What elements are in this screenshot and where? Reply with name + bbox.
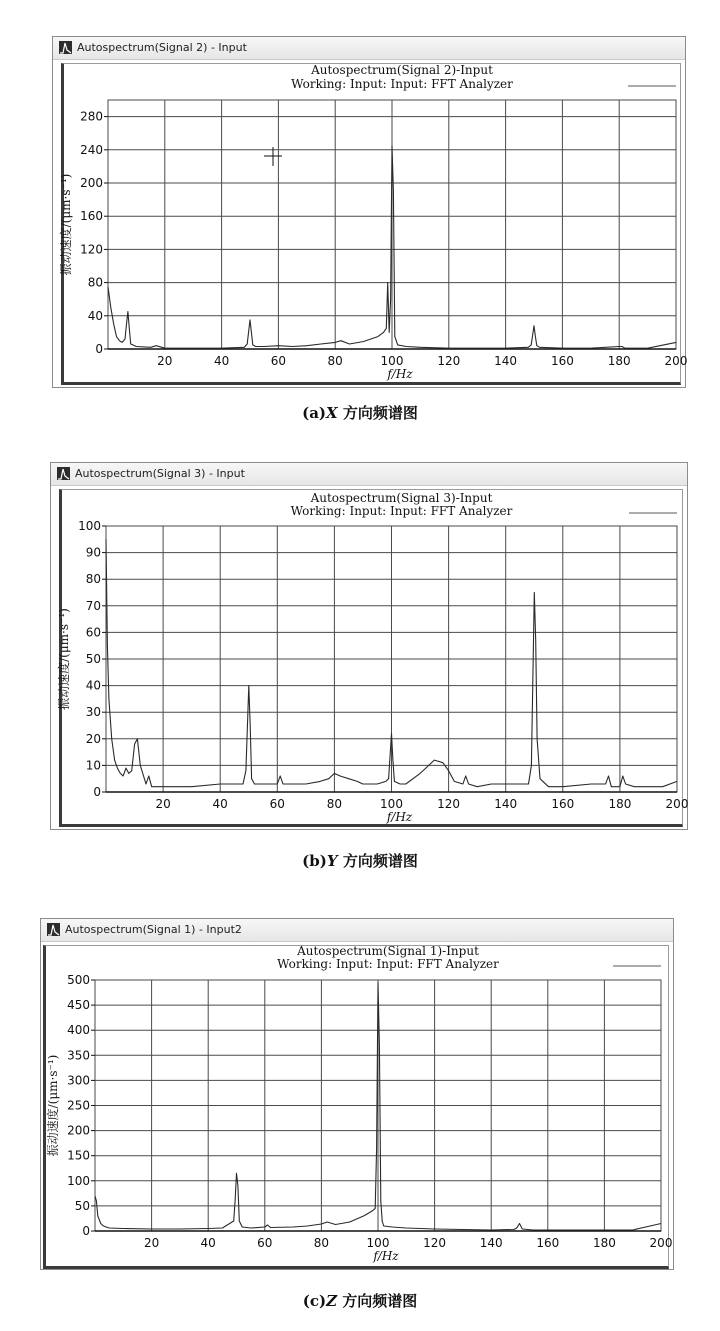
y-axis-label: 振动速度/(μm·s⁻¹) <box>59 173 73 276</box>
x-tick-label: 180 <box>608 797 632 811</box>
caption-z <box>0 1290 720 1311</box>
x-tick-label: 100 <box>366 1236 390 1250</box>
x-tick-label: 160 <box>551 797 575 811</box>
window-title: Autospectrum(Signal 1) - Input2 <box>65 923 242 936</box>
y-axis-label: 振动速度/(μm·s⁻¹) <box>46 1054 60 1157</box>
window-title: Autospectrum(Signal 3) - Input <box>75 467 245 480</box>
caption-x <box>0 402 720 423</box>
chart-title: Autospectrum(Signal 1)-Input <box>297 944 479 958</box>
y-tick-label: 450 <box>67 998 90 1013</box>
y-tick-label: 200 <box>67 1123 90 1138</box>
y-tick-label: 70 <box>85 598 101 613</box>
caption-text: 方向频谱图 <box>342 1292 418 1310</box>
x-tick-label: 100 <box>380 797 403 811</box>
y-tick-label: 0 <box>82 1224 90 1238</box>
caption-text: 方向频谱图 <box>342 852 418 870</box>
y-tick-label: 60 <box>85 625 101 640</box>
y-tick-label: 50 <box>74 1198 90 1213</box>
y-tick-label: 200 <box>80 176 103 190</box>
y-tick-label: 400 <box>67 1023 90 1038</box>
x-tick-label: 60 <box>257 1236 273 1250</box>
y-tick-label: 250 <box>67 1098 90 1113</box>
x-tick-label: 80 <box>327 354 343 368</box>
caption-text: 方向频谱图 <box>342 404 418 422</box>
x-tick-label: 20 <box>143 1236 160 1250</box>
caption-var: X <box>326 404 338 422</box>
y-tick-label: 150 <box>67 1148 90 1163</box>
spectrum-chart-z <box>0 900 720 1300</box>
y-axis-label: 振动速度/(μm·s⁻¹) <box>57 608 71 710</box>
caption-label: (c) <box>302 1292 327 1310</box>
x-tick-label: 160 <box>536 1236 560 1250</box>
chart-subtitle: Working: Input: Input: FFT Analyzer <box>291 77 513 91</box>
x-tick-label: 20 <box>157 354 173 368</box>
chart-subtitle: Working: Input: Input: FFT Analyzer <box>290 504 513 518</box>
x-tick-label: 180 <box>607 354 631 368</box>
x-axis-label: f/Hz <box>373 1249 399 1263</box>
window-title: Autospectrum(Signal 2) - Input <box>77 41 247 54</box>
caption-var: Y <box>326 852 338 870</box>
y-tick-label: 80 <box>87 275 103 290</box>
y-tick-label: 120 <box>80 242 103 257</box>
chart-title: Autospectrum(Signal 3)-Input <box>310 491 493 505</box>
x-tick-label: 180 <box>592 1236 616 1250</box>
caption-var: Z <box>326 1292 338 1310</box>
caption-label: (b) <box>302 852 327 870</box>
x-tick-label: 60 <box>270 354 287 368</box>
caption-label: (a) <box>302 404 327 422</box>
x-tick-label: 140 <box>494 354 518 368</box>
y-tick-label: 20 <box>85 731 101 746</box>
y-tick-label: 90 <box>85 545 101 560</box>
y-tick-label: 40 <box>85 678 101 693</box>
x-tick-label: 40 <box>200 1236 216 1250</box>
spectrum-chart-y <box>0 430 720 830</box>
y-tick-label: 100 <box>78 519 101 533</box>
x-axis-label: f/Hz <box>386 810 413 824</box>
x-tick-label: 40 <box>213 354 230 368</box>
x-tick-label: 120 <box>437 797 461 811</box>
chart-subtitle: Working: Input: Input: FFT Analyzer <box>277 957 499 971</box>
x-tick-label: 80 <box>326 797 343 811</box>
x-tick-label: 200 <box>665 797 689 811</box>
x-tick-label: 140 <box>479 1236 503 1250</box>
y-tick-label: 30 <box>85 705 101 720</box>
x-tick-label: 100 <box>380 354 404 368</box>
x-tick-label: 200 <box>649 1236 673 1250</box>
y-tick-label: 10 <box>85 758 101 773</box>
y-tick-label: 280 <box>80 109 103 124</box>
x-tick-label: 120 <box>437 354 461 368</box>
y-tick-label: 50 <box>85 652 101 666</box>
y-tick-label: 0 <box>93 785 101 799</box>
x-tick-label: 60 <box>269 797 285 811</box>
caption-y <box>0 850 720 871</box>
x-tick-label: 20 <box>155 797 171 811</box>
spectrum-chart-x <box>0 0 720 400</box>
y-tick-label: 100 <box>67 1173 90 1188</box>
chart-title: Autospectrum(Signal 2)-Input <box>311 63 493 77</box>
y-tick-label: 80 <box>85 572 101 587</box>
y-tick-label: 300 <box>67 1073 90 1088</box>
x-tick-label: 40 <box>212 797 228 811</box>
y-tick-label: 0 <box>95 342 103 356</box>
x-tick-label: 140 <box>494 797 518 811</box>
x-tick-label: 80 <box>313 1236 330 1250</box>
y-tick-label: 40 <box>87 308 103 323</box>
y-tick-label: 240 <box>80 142 103 157</box>
y-tick-label: 350 <box>67 1048 90 1063</box>
y-tick-label: 160 <box>80 209 103 224</box>
x-tick-label: 120 <box>423 1236 447 1250</box>
x-tick-label: 200 <box>664 354 688 368</box>
x-tick-label: 160 <box>550 354 574 368</box>
y-tick-label: 500 <box>67 973 90 987</box>
x-axis-label: f/Hz <box>387 367 413 381</box>
